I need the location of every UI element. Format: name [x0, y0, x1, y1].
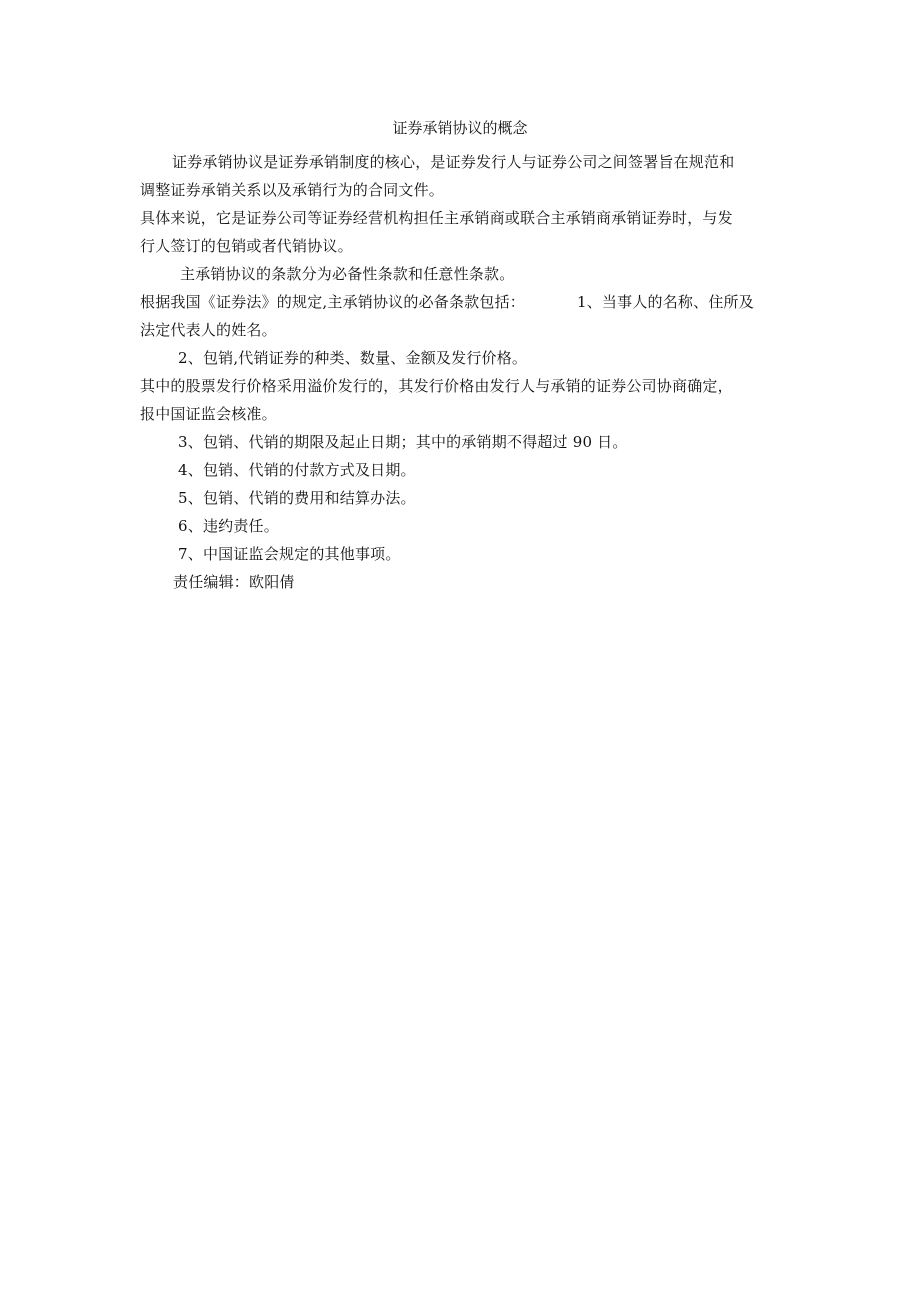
paragraph-line: 主承销协议的条款分为必备性条款和任意性条款。 [180, 265, 515, 283]
list-item: 5、包销、代销的费用和结算办法。 [178, 489, 416, 507]
list-item: 6、违约责任。 [178, 517, 279, 535]
paragraph-text: 根据我国《证券法》的规定,主承销协议的必备条款包括： [140, 293, 525, 311]
list-item: 4、包销、代销的付款方式及日期。 [178, 461, 416, 479]
list-item: 3、包销、代销的期限及起止日期；其中的承销期不得超过 90 日。 [178, 433, 628, 451]
paragraph-line: 调整证券承销关系以及承销行为的合同文件。 [140, 181, 445, 199]
paragraph-line: 报中国证监会核准。 [140, 405, 277, 423]
document-body [140, 114, 780, 596]
list-item: 7、中国证监会规定的其他事项。 [178, 545, 401, 563]
document-title: 证券承销协议的概念 [392, 119, 528, 137]
paragraph-line: 具体来说，它是证券公司等证券经营机构担任主承销商或联合主承销商承销证券时，与发 [140, 209, 733, 227]
paragraph-line: 行人签订的包销或者代销协议。 [140, 237, 353, 255]
editor-credit: 责任编辑：欧阳倩 [173, 573, 295, 591]
paragraph-line: 法定代表人的姓名。 [140, 321, 277, 339]
list-item: 2、包销,代销证券的种类、数量、金额及发行价格。 [178, 349, 528, 367]
paragraph-line: 证券承销协议是证券承销制度的核心，是证券发行人与证券公司之间签署旨在规范和 [172, 153, 735, 171]
paragraph-line: 其中的股票发行价格采用溢价发行的，其发行价格由发行人与承销的证券公司协商确定， [140, 377, 733, 395]
paragraph-text: 1、当事人的名称、住所及 [576, 293, 754, 311]
paragraph-line [140, 288, 780, 316]
